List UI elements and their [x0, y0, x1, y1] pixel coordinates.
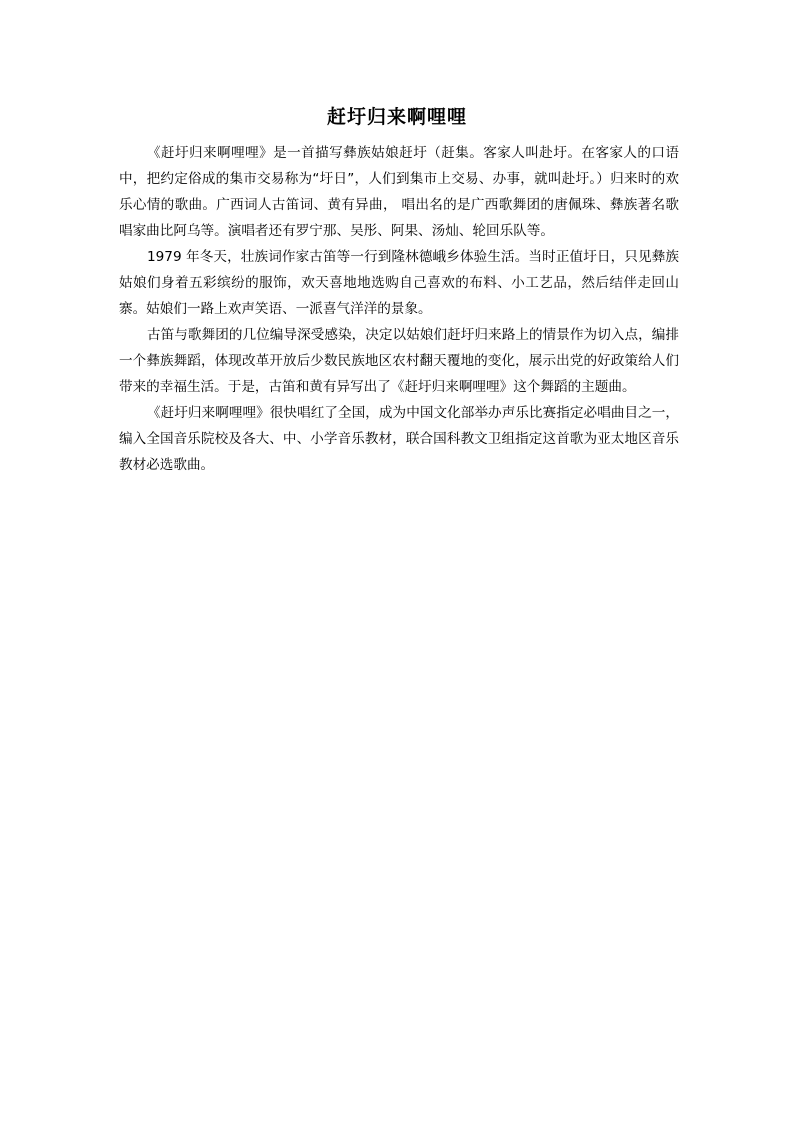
document-title: 赶圩归来啊哩哩	[326, 106, 467, 128]
paragraph-creation: 古笛与歌舞团的几位编导深受感染，决定以姑娘们赶圩归来路上的情景作为切入点，编排一个彝族舞蹈，体现改革开放后少数民族地区农村翻天覆地的变化，展示出党的好政策给人们带来的幸福生活。于是，古笛和黄有异写出了《赶圩归来啊哩哩》这个舞蹈的主题曲。	[119, 327, 679, 395]
paragraph-impact: 《赶圩归来啊哩哩》很快唱红了全国，成为中国文化部举办声乐比赛指定必唱曲目之一，编入全国音乐院校及各大、中、小学音乐教材，联合国科教文卫组指定这首歌为亚太地区音乐教材必选歌曲。	[119, 405, 679, 473]
paragraph-intro: 《赶圩归来啊哩哩》是一首描写彝族姑娘赶圩（赶集。客家人叫赴圩。在客家人的口语中，把约定俗成的集市交易称为“圩日”，人们到集市上交易、办事，就叫赴圩。）归来时的欢乐心情的歌曲。广西词人古笛词、黄有异曲， 唱出名的是广西歌舞团的唐佩珠、彝族著名歌唱家曲比阿乌等。演唱者还有罗宁那、吴彤、阿果、汤灿、轮回乐队等。	[119, 145, 679, 239]
document-body	[119, 140, 679, 478]
paragraph-origin: 1979 年冬天，壮族词作家古笛等一行到隆林德峨乡体验生活。当时正值圩日，只见彝族姑娘们身着五彩缤纷的服饰，欢天喜地地选购自己喜欢的布料、小工艺品，然后结伴走回山寨。姑娘们一路上欢声笑语、一派喜气洋洋的景象。	[119, 249, 679, 317]
